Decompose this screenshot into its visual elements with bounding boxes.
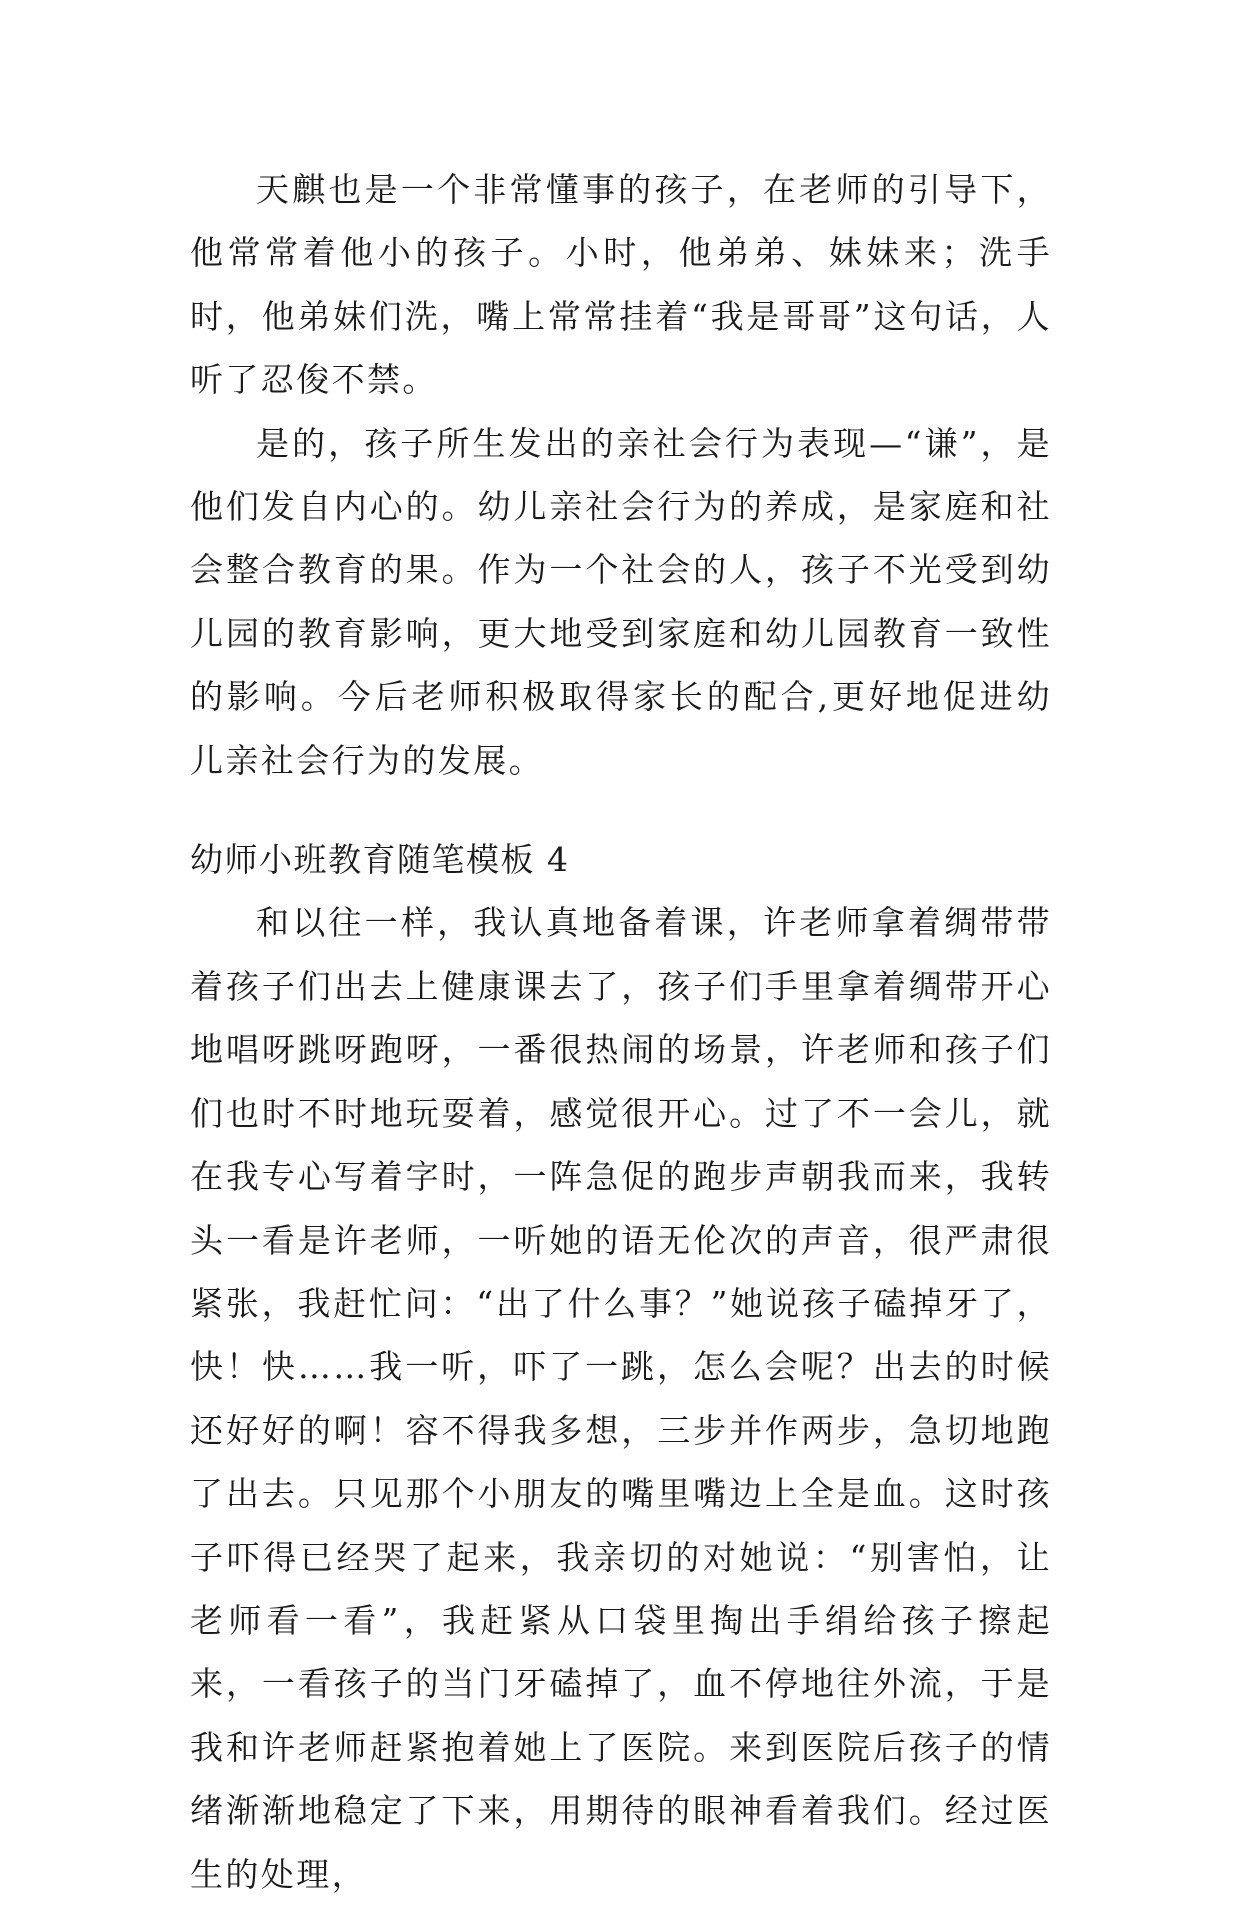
paragraph-tooth-accident: 和以往一样，我认真地备着课，许老师拿着绸带带着孩子们出去上健康课去了，孩子们手里拿着绸带开心地唱呀跳呀跑呀，一番很热闹的场景，许老师和孩子们们也时不时地玩耍着，感觉很开心。过了不一会儿，就在我专心写着字时，一阵急促的跑步声朝我而来，我转头一看是许老师，一听她的语无伦次的声音，很严肃很紧张，我赶忙问：“出了什么事？”她说孩子磕掉牙了，快！快……我一听，吓了一跳，怎么会呢？出去的时候还好好的啊！容不得我多想，三步并作两步，急切地跑了出去。只见那个小朋友的嘴里嘴边上全是血。这时孩子吓得已经哭了起来，我亲切的对她说：“别害怕，让老师看一看”，我赶紧从口袋里掏出手绢给孩子擦起来，一看孩子的当门牙磕掉了，血不停地往外流，于是我和许老师赶紧抱着她上了医院。来到医院后孩子的情绪渐渐地稳定了下来，用期待的眼神看着我们。经过医生的处理，: [190, 903, 1052, 1894]
section-title: 幼师小班教育随笔模板 4: [190, 840, 570, 880]
document-page: [190, 158, 1052, 1906]
paragraph-tianqi: 天麒也是一个非常懂事的孩子，在老师的引导下，他常常着他小的孩子。小时，他弟弟、妹妹来；洗手时，他弟妹们洗，嘴上常常挂着“我是哥哥”这句话，人听了忍俊不禁。: [190, 170, 1052, 400]
paragraph-prosocial-behavior: 是的，孩子所生发出的亲社会行为表现—“谦”，是他们发自内心的。幼儿亲社会行为的养成，是家庭和社会整合教育的果。作为一个社会的人，孩子不光受到幼儿园的教育影响，更大地受到家庭和幼儿园教育一致性的影响。今后老师积极取得家长的配合,更好地促进幼儿亲社会行为的发展。: [190, 423, 1052, 780]
